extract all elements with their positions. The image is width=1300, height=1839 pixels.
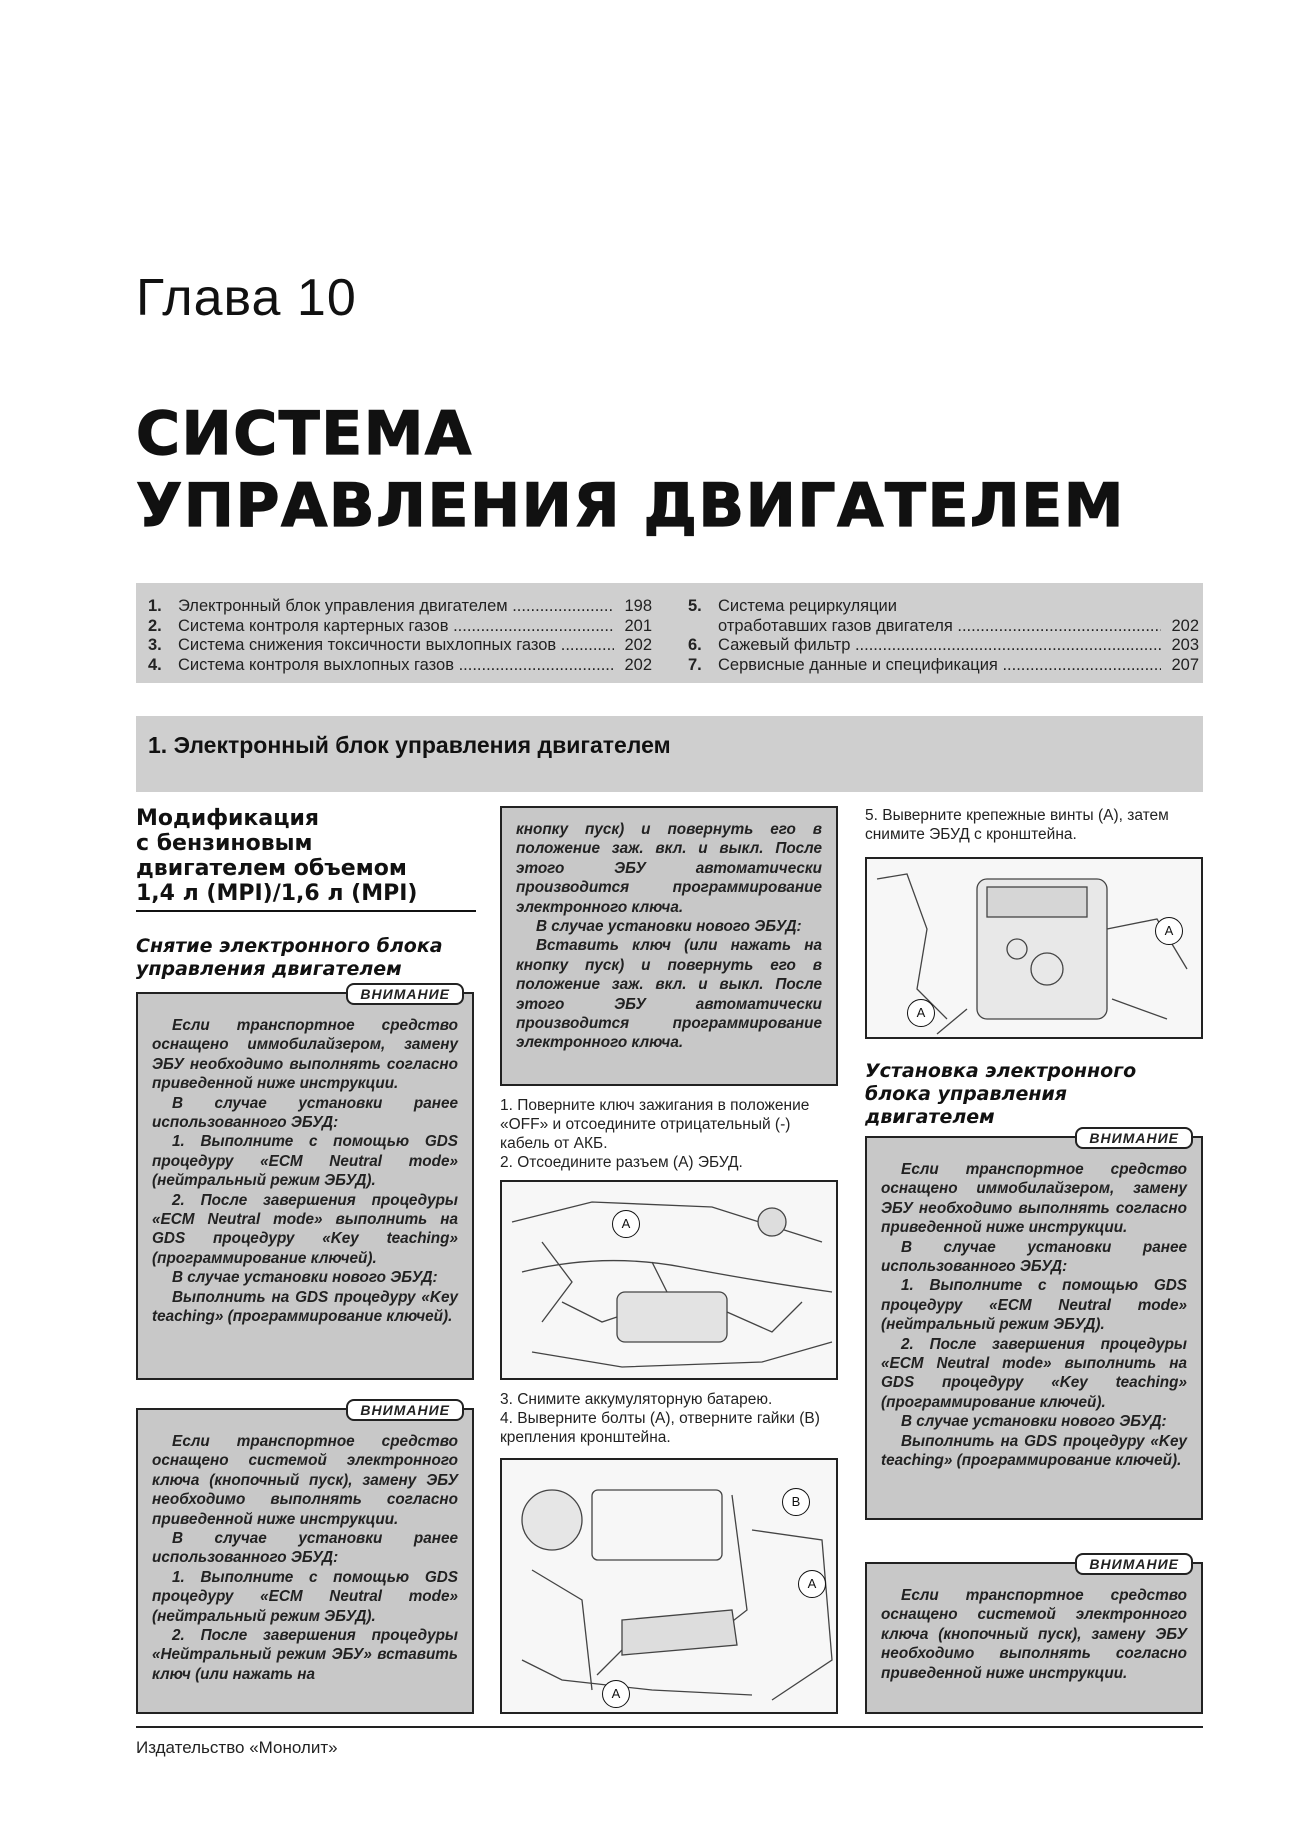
warning-label: ВНИМАНИЕ [1075,1553,1193,1575]
toc-row[interactable]: 7. Сервисные данные и спецификация ..... 207 [676,656,1203,676]
page-title [136,398,1125,542]
publisher-footer: Издательство «Монолит» [136,1738,338,1757]
table-of-contents [136,583,1203,683]
callout-b: B [782,1488,810,1516]
warning-label: ВНИМАНИЕ [346,1399,464,1421]
steps-3-4: 3. Снимите аккумуляторную батарею. 4. Выверните болты (А), отверните гайки (В) крепления кронштейна. [500,1391,820,1446]
installation-heading: Установка электронного блока управления двигателем [865,1060,1137,1128]
step-5: 5. Выверните крепежные винты (А), затем снимите ЭБУД с кронштейна. [865,807,1169,843]
callout-a: A [907,999,935,1027]
toc-row[interactable]: 4. Система контроля выхлопных газов ..... 202 [136,656,656,676]
warning-box-smart-key-install: ВНИМАНИЕ Если транспортное средство оснащено системой электронного ключа (кнопочный пуск), замену ЭБУ необходимо выполнять согласно приведенной ниже инструкции. [865,1562,1203,1714]
callout-a: A [1155,917,1183,945]
toc-row[interactable]: 6. Сажевый фильтр ..... 203 [676,636,1203,656]
toc-row[interactable]: 3. Система снижения токсичности выхлопных газов ..... 202 [136,636,656,656]
toc-row[interactable]: отработавших газов двигателя ..... 202 [676,617,1203,637]
callout-a: A [798,1570,826,1598]
chapter-label: Глава 10 [136,269,357,327]
removal-heading: Снятие электронного блока управления двигателем [136,935,443,980]
modification-heading: Модификация с бензиновым двигателем объемом 1,4 л (MPI)/1,6 л (MPI) [136,806,476,912]
section-heading-bar [136,716,1203,792]
callout-a: A [602,1680,630,1708]
toc-right-column [676,597,1203,675]
warning-label: ВНИМАНИЕ [346,983,464,1005]
steps-1-2: 1. Поверните ключ зажигания в положение «OFF» и отсоедините отрицательный (-) кабель от АКБ. 2. Отсоедините разъем (А) ЭБУД. [500,1097,810,1171]
toc-row[interactable]: 2. Система контроля картерных газов ..... 201 [136,617,656,637]
figure-ecm-connector [500,1180,838,1380]
figure-bracket-bolts [500,1458,838,1714]
callout-a: A [612,1210,640,1238]
warning-box-immobilizer-install: ВНИМАНИЕ Если транспортное средство оснащено иммобилайзером, замену ЭБУ необходимо выполнять согласно приведенной ниже инструкции. В случае установки ранее использованного ЭБУД: 1. Выполните с помощью GDS процедуру «ECM Neutral mode» (нейтральный режим ЭБУД). 2. После завершения процедуры «ECM Neutral mode» выполнить на GDS процедуру «Key teaching» (программирование ключей). В случае установки нового ЭБУД: Выполнить на GDS процедуру «Key teaching» (программирование ключей). [865,1136,1203,1520]
toc-row[interactable]: 5. Система рециркуляции [688,597,897,615]
warning-box-continued: кнопку пуск) и повернуть его в положение заж. вкл. и выкл. После этого ЭБУ автоматически производится программирование электронного ключа. В случае установки нового ЭБУД: Вставить ключ (или нажать на кнопку пуск) и повернуть его в положение заж. вкл. и выкл. После этого ЭБУ автоматически производится программирование электронного ключа. [500,806,838,1086]
title-line-1: СИСТЕМА [136,399,473,469]
figure-ecm-screws [865,857,1203,1039]
warning-box-smart-key: ВНИМАНИЕ Если транспортное средство оснащено системой электронного ключа (кнопочный пуск), замену ЭБУ необходимо выполнять согласно приведенной ниже инструкции. В случае установки ранее использованного ЭБУД: 1. Выполните с помощью GDS процедуру «ECM Neutral mode» (нейтральный режим ЭБУД). 2. После завершения процедуры «Нейтральный режим ЭБУ» вставить ключ (или нажать на [136,1408,474,1714]
toc-left-column [136,597,656,675]
warning-label: ВНИМАНИЕ [1075,1127,1193,1149]
section-title: 1. Электронный блок управления двигателем [148,732,671,758]
title-line-2: УПРАВЛЕНИЯ ДВИГАТЕЛЕМ [136,471,1125,541]
warning-box-immobilizer: ВНИМАНИЕ Если транспортное средство оснащено иммобилайзером, замену ЭБУ необходимо выполнять согласно приведенной ниже инструкции. В случае установки ранее использованного ЭБУД: 1. Выполните с помощью GDS процедуру «ECM Neutral mode» (нейтральный режим ЭБУД). 2. После завершения процедуры «ECM Neutral mode» выполнить на GDS процедуру «Key teaching» (программирование ключей). В случае установки нового ЭБУД: Выполнить на GDS процедуру «Key teaching» (программирование ключей). [136,992,474,1380]
toc-row[interactable]: 1. Электронный блок управления двигателем ..... 198 [136,597,656,617]
footer-divider [136,1726,1203,1728]
engine-bay-illustration [502,1182,838,1380]
